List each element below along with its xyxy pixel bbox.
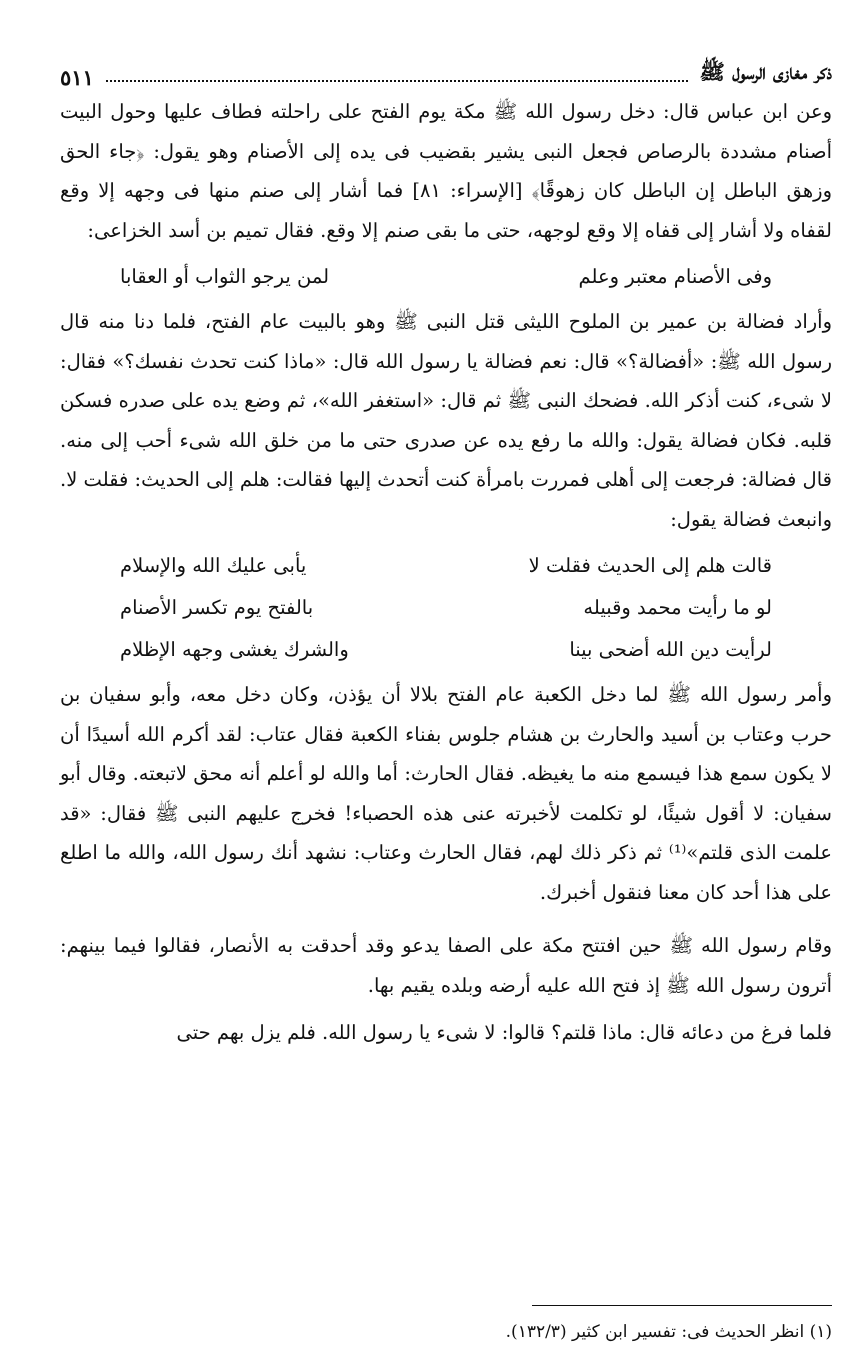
paragraph-dua: فلما فرغ من دعائه قال: ماذا قلتم؟ قالوا: لا شىء يا رسول الله. فلم يزل بهم حتى [176,1021,832,1044]
poem-fadala [120,545,772,671]
poem-hemistich-right: قالت هلم إلى الحديث فقلت لا [528,554,772,577]
paragraph-safa: وقام رسول الله ﷺ حين افتتح مكة على الصفا يدعو وقد أحدقت به الأنصار، فقالوا فيما بينهم: أترون رسول الله ﷺ إذ فتح الله عليه أرضه وبلده يقيم بها. [60,934,832,997]
poem-hemistich-right: لو ما رأيت محمد وقبيله [583,596,772,619]
verse-line [120,256,772,298]
body-text [60,92,832,1053]
footnote-divider [532,1305,832,1306]
book-page [60,0,832,1367]
paragraph-ibn-abbas: وعن ابن عباس قال: دخل رسول الله ﷺ مكة يوم الفتح على راحلته فطاف عليها وحول البيت أصنام مشددة بالرصاص فجعل النبى يشير بقضيب فى يده إلى الأصنام وهو يقول: ﴿جاء الحق وزهق الباطل إن الباطل كان زهوقًا﴾ [الإسراء: ٨١] فما أشار إلى صنم منها فى وجهه إلا وقع لقفاه ولا أشار إلى قفاه إلا وقع لوجهه، حتى ما بقى صنم إلا وقع. فقال تميم بن أسد الخزاعى: [60,100,833,242]
verse-tamim [120,256,772,298]
paragraph-kaaba-adhan: وأمر رسول الله ﷺ لما دخل الكعبة عام الفتح بلالا أن يؤذن، وكان دخل معه، وأبو سفيان بن حرب وعتاب بن أسيد والحارث بن هشام جلوس بفناء الكعبة فقال عتاب: لقد أكرم الله أسيدًا أن لا يكون سمع هذا فيسمع منه ما يغيظه. فقال الحارث: أما والله لو أعلم أنه محق لاتبعته. وقال أبو سفيان: لا أقول شيئًا، لو تكلمت لأخبرته عنى هذه الحصباء! فخرج عليهم النبى ﷺ فقال: «قد علمت الذى قلتم»⁽¹⁾ ثم ذكر ذلك لهم، فقال الحارث وعتاب: نشهد أنك رسول الله، والله ما اطلع على هذا أحد كان معنا فنقول أخبرك. [60,683,832,904]
page-number: ٥١١ [60,65,94,90]
poem-hemistich-left: والشرك يغشى وجهه الإظلام [120,638,349,661]
poem-hemistich-left: يأبى عليك الله والإسلام [120,554,307,577]
verse-hemistich-left: لمن يرجو الثواب أو العقابا [120,265,330,288]
verse-hemistich-right: وفى الأصنام معتبر وعلم [578,265,772,288]
poem-line [120,587,772,629]
footnote: (١) انظر الحديث فى: تفسير ابن كثير (١٣٢/٣). [505,1322,832,1342]
paragraph-fadala: وأراد فضالة بن عمير بن الملوح الليثى قتل النبى ﷺ وهو بالبيت عام الفتح، فلما دنا منه قال رسول الله ﷺ: «أفضالة؟» قال: نعم فضالة يا رسول الله قال: «ماذا كنت تحدث نفسك؟» فقال: لا شىء، كنت أذكر الله. فضحك النبى ﷺ ثم قال: «استغفر الله»، ثم وضع يده على صدره فسكن قلبه. فكان فضالة يقول: والله ما رفع يده عن صدرى حتى ما من خلق الله شىء أحب إلى منه. قال فضالة: فرجعت إلى أهلى فمررت بامرأة كنت أتحدث إليها فقالت: هلم إلى الحديث: فقلت لا. وانبعث فضالة يقول: [60,310,832,531]
dot-leader [106,80,688,82]
poem-hemistich-right: لرأيت دين الله أضحى بينا [569,638,772,661]
poem-line [120,629,772,671]
running-head [60,50,832,90]
poem-line [120,545,772,587]
poem-hemistich-left: بالفتح يوم تكسر الأصنام [120,596,314,619]
running-title: ذكر مغازى الرسول ﷺ [699,59,832,84]
